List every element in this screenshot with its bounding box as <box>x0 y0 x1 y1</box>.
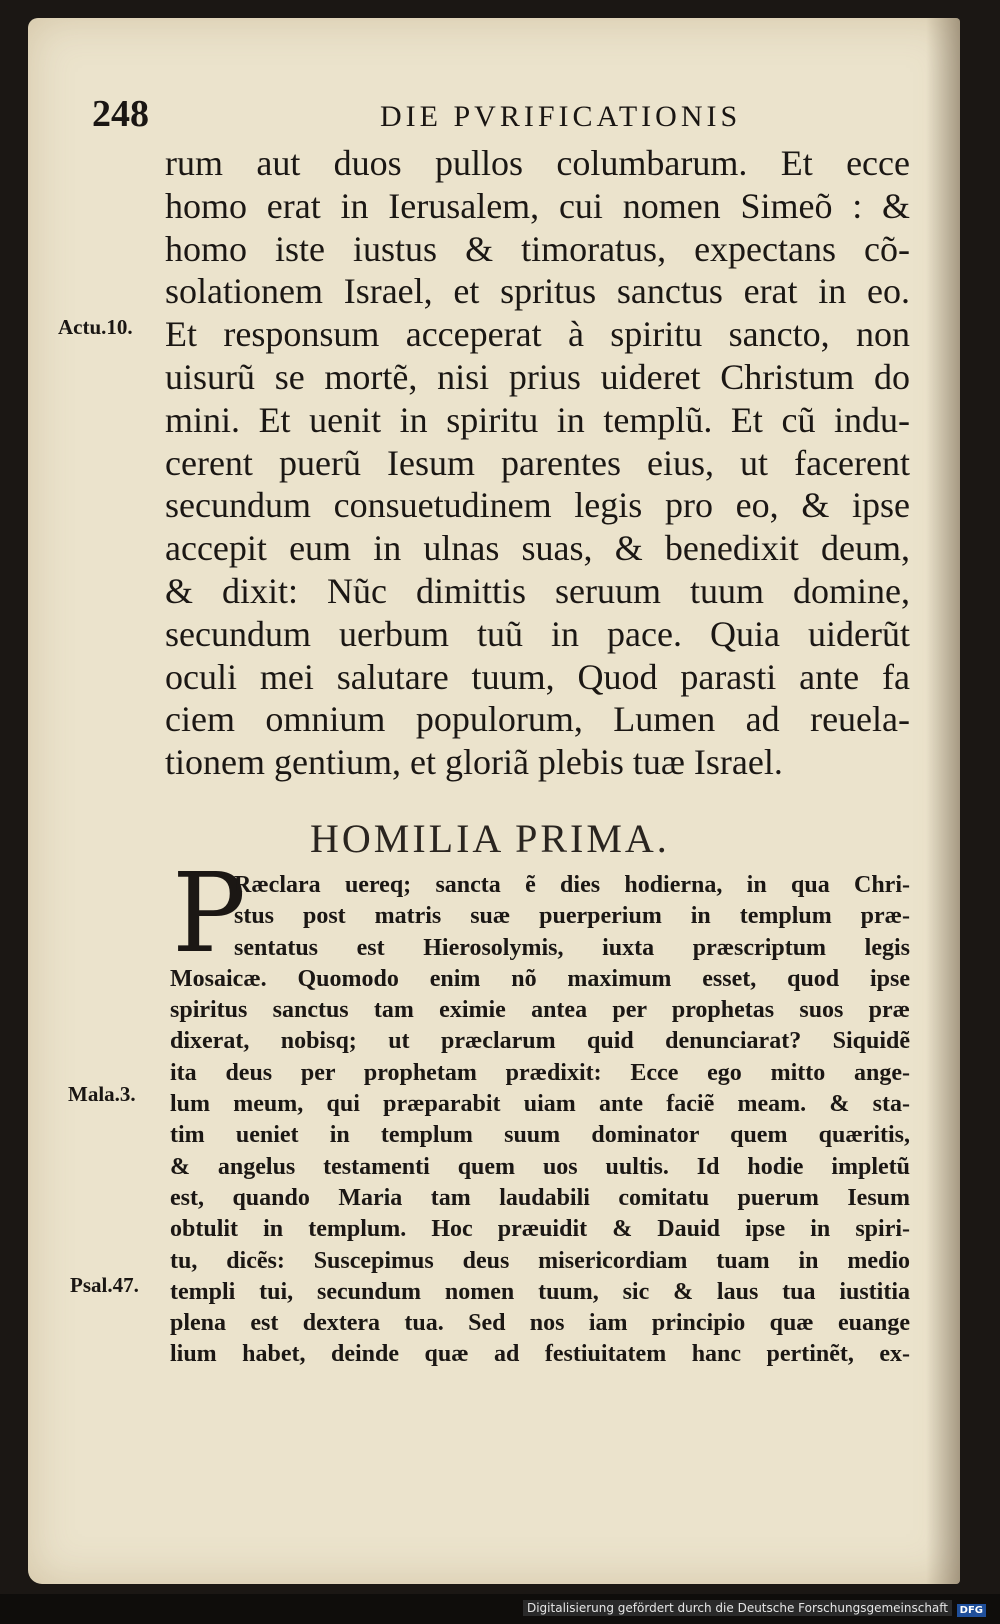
running-head: DIE PVRIFICATIONIS <box>380 100 742 133</box>
text-line: tionem gentium, et gloriã plebis tuæ Israel. <box>165 742 783 783</box>
text-line: tim ueniet in templum suum dominator quem quæritis, <box>170 1122 910 1149</box>
homily-text <box>170 870 910 1371</box>
gospel-text <box>165 142 910 784</box>
text-line: spiritus sanctus tam eximie antea per prophetas suos præ <box>170 997 910 1024</box>
text-line: oculi mei salutare tuum, Quod parasti ante fa <box>165 656 910 697</box>
footer-credit: Digitalisierung gefördert durch die Deutsche Forschungsgemeinschaft <box>523 1600 952 1616</box>
page-number: 248 <box>92 93 149 135</box>
text-line: obtulit in templum. Hoc præuidit & Dauid ipse in spiri- <box>170 1216 910 1243</box>
text-line: secundum consuetudinem legis pro eo, & ipse <box>165 485 910 526</box>
page-edge-shadow <box>926 18 960 1584</box>
text-line: tu, dicẽs: Suscepimus deus misericordiam tuam in medio <box>170 1247 910 1274</box>
text-line: dixerat, nobisq; ut præclarum quid denunciarat? Siquidẽ <box>170 1028 910 1055</box>
text-line: plena est dextera tua. Sed nos iam principio quæ euange <box>170 1310 910 1337</box>
text-line: & dixit: Nũc dimittis seruum tuum domine, <box>165 570 910 611</box>
dfg-logo: DFG <box>957 1604 986 1617</box>
text-line: ita deus per prophetam prædixit: Ecce ego mitto ange- <box>170 1059 910 1086</box>
text-line: sentatus est Hierosolymis, iuxta præscriptum legis <box>234 934 910 961</box>
text-line: secundum uerbum tuũ in pace. Quia uiderũt <box>165 613 910 654</box>
marginal-note-acts: Actu.10. <box>58 315 133 339</box>
text-line: stus post matris suæ puerperium in templum præ- <box>234 903 910 930</box>
text-line: cerent puerũ Iesum parentes eius, ut facerent <box>165 442 910 483</box>
text-line: lium habet, deinde quæ ad festiuitatem hanc pertinẽt, ex- <box>170 1341 910 1368</box>
text-line: Ræclara uereq; sancta ẽ dies hodierna, in qua Chri- <box>234 872 910 898</box>
text-line: & angelus testamenti quem uos uultis. Id hodie impletũ <box>170 1153 910 1180</box>
text-line: rum aut duos pullos columbarum. Et ecce <box>165 143 910 183</box>
text-line: lum meum, qui præparabit uiam ante faciẽ meam. & sta- <box>170 1091 910 1118</box>
text-line: homo erat in Ierusalem, cui nomen Simeõ : & <box>165 185 910 226</box>
text-line: est, quando Maria tam laudabili comitatu puerum Iesum <box>170 1184 910 1211</box>
text-line: uisurũ se mortẽ, nisi prius uideret Christum do <box>165 356 910 397</box>
text-line: mini. Et uenit in spiritu in templũ. Et cũ indu- <box>165 399 910 440</box>
text-line: templi tui, secundum nomen tuum, sic & laus tua iustitia <box>170 1278 910 1305</box>
text-line: accepit eum in ulnas suas, & benedixit deum, <box>165 528 910 569</box>
drop-cap-initial: P <box>172 849 247 977</box>
marginal-note-malachi: Mala.3. <box>68 1082 136 1106</box>
text-line: Et responsum acceperat à spiritu sancto, non <box>165 314 910 355</box>
text-line: Mosaicæ. Quomodo enim nõ maximum esset, quod ipse <box>170 965 910 992</box>
text-line: solationem Israel, et spritus sanctus erat in eo. <box>165 271 910 312</box>
homily-heading: HOMILIA PRIMA. <box>310 816 670 861</box>
marginal-note-psalm: Psal.47. <box>70 1273 139 1297</box>
text-line: homo iste iustus & timoratus, expectans cõ- <box>165 228 910 269</box>
text-line: ciem omnium populorum, Lumen ad reuela- <box>165 699 910 740</box>
